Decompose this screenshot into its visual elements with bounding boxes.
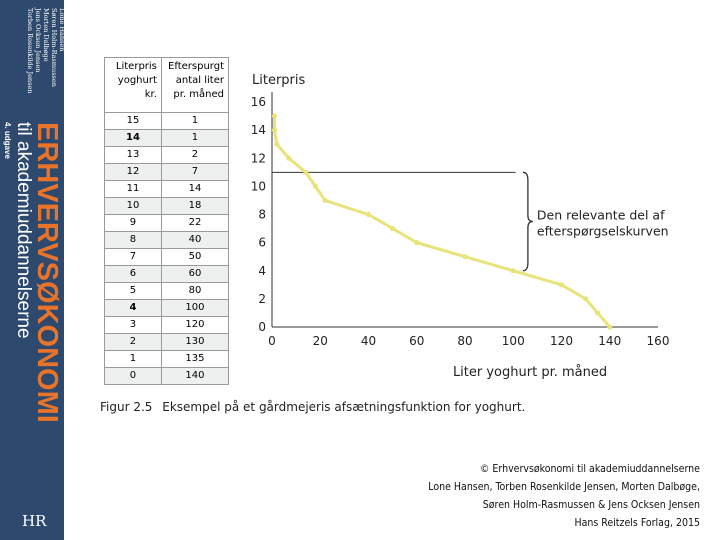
quantity-cell: 130: [161, 334, 228, 351]
y-tick-label: 8: [258, 207, 266, 222]
demand-table-container: [104, 57, 229, 385]
quantity-cell: 1: [161, 130, 228, 147]
price-cell: 0: [105, 368, 162, 385]
quantity-cell: 18: [161, 198, 228, 215]
price-cell: 8: [105, 232, 162, 249]
table-row: [105, 351, 229, 368]
header-quantity: [161, 58, 228, 113]
y-tick-label: 10: [250, 179, 266, 194]
cover-author: Jens Ocksen Jensen: [34, 8, 42, 73]
quantity-cell: 40: [161, 232, 228, 249]
quantity-cell: 120: [161, 317, 228, 334]
quantity-cell: 1: [161, 113, 228, 130]
caption-number: Figur 2.5: [100, 400, 153, 414]
quantity-cell: 7: [161, 164, 228, 181]
y-tick-label: 2: [258, 291, 266, 306]
y-tick-label: 4: [258, 263, 266, 278]
data-point: [462, 254, 467, 259]
data-point: [390, 226, 395, 231]
x-tick-label: 160: [646, 334, 670, 348]
quantity-cell: 2: [161, 147, 228, 164]
cover-subtitle: til akademiuddannelserne: [13, 122, 34, 339]
quantity-cell: 140: [161, 368, 228, 385]
data-point: [286, 156, 291, 161]
table-row: [105, 164, 229, 181]
book-cover-strip: [0, 0, 64, 540]
caption-text: Eksempel på et gårdmejeris afsætningsfunktion for yoghurt.: [162, 400, 526, 414]
annotation-text: Den relevante del af: [536, 207, 665, 223]
x-tick-label: 140: [598, 334, 622, 348]
table-row: [105, 198, 229, 215]
table-row: [105, 130, 229, 147]
table-row: [105, 283, 229, 300]
x-tick-label: 0: [268, 334, 276, 348]
credit-line: Hans Reitzels Forlag, 2015: [574, 517, 700, 529]
data-point: [511, 268, 516, 273]
data-point: [272, 113, 277, 118]
data-point: [607, 324, 612, 329]
price-cell: 3: [105, 317, 162, 334]
x-tick-label: 80: [457, 334, 473, 348]
y-tick-label: 12: [250, 151, 266, 166]
price-cell: 12: [105, 164, 162, 181]
figure-caption: [100, 400, 525, 414]
y-tick-label: 0: [258, 320, 266, 334]
credit-line: Lone Hansen, Torben Rosenkilde Jensen, Morten Dalbøge,: [428, 481, 700, 493]
table-row: [105, 232, 229, 249]
price-cell: 1: [105, 351, 162, 368]
header-line: Efterspurgt: [168, 61, 224, 72]
quantity-cell: 80: [161, 283, 228, 300]
cover-author: Morten Dalbøge: [42, 8, 50, 62]
annotation-brace: [523, 172, 533, 270]
x-tick-label: 60: [409, 334, 425, 348]
credit-line: Søren Holm-Rasmussen & Jens Ocksen Jensen: [482, 499, 700, 511]
data-point: [322, 198, 327, 203]
header-line: antal liter: [175, 75, 224, 86]
cover-authors: [26, 8, 66, 93]
data-point: [366, 212, 371, 217]
x-tick-label: 40: [360, 334, 377, 348]
data-point: [595, 310, 600, 315]
data-point: [583, 296, 588, 301]
table-body: [105, 113, 229, 385]
price-cell: 2: [105, 334, 162, 351]
price-cell: 10: [105, 198, 162, 215]
table-row: [105, 266, 229, 283]
price-cell: 7: [105, 249, 162, 266]
x-axis-label: Liter yoghurt pr. måned: [452, 365, 608, 380]
x-tick-label: 120: [550, 334, 573, 348]
quantity-cell: 135: [161, 351, 228, 368]
quantity-cell: 22: [161, 215, 228, 232]
header-line: Literpris: [115, 61, 157, 72]
table-row: [105, 215, 229, 232]
data-point: [559, 282, 564, 287]
price-cell: 15: [105, 113, 162, 130]
annotation-text: efterspørgselskurven: [536, 223, 669, 239]
x-tick-label: 20: [312, 334, 328, 348]
demand-table: [104, 57, 229, 385]
cover-title: ERHVERVSØKONOMI: [31, 122, 63, 423]
price-cell: 4: [105, 300, 162, 317]
header-price: [105, 58, 162, 113]
credit-line: © Erhvervsøkonomi til akademiuddannelserne: [479, 463, 700, 475]
x-tick-label: 100: [501, 334, 525, 348]
price-cell: 13: [105, 147, 162, 164]
data-point: [313, 184, 318, 189]
header-line: kr.: [144, 89, 157, 100]
header-line: pr. måned: [173, 89, 224, 100]
data-point: [303, 170, 308, 175]
cover-author: Lone Hansen: [58, 8, 66, 52]
price-cell: 14: [105, 130, 162, 147]
quantity-cell: 50: [161, 249, 228, 266]
price-cell: 9: [105, 215, 162, 232]
cover-author: Torben Rosenkilde Jensen: [26, 8, 34, 94]
data-point: [272, 128, 277, 133]
y-axis-label: Literpris: [252, 73, 306, 88]
table-row: [105, 181, 229, 198]
table-row: [105, 334, 229, 351]
y-tick-label: 16: [250, 95, 266, 109]
quantity-cell: 60: [161, 266, 228, 283]
table-row: [105, 147, 229, 164]
price-cell: 6: [105, 266, 162, 283]
price-cell: 5: [105, 283, 162, 300]
y-tick-label: 6: [258, 235, 266, 250]
header-line: yoghurt: [117, 75, 157, 86]
table-row: [105, 249, 229, 266]
cover-author: Søren Holm-Rasmussen: [50, 8, 58, 87]
table-header-row: [105, 58, 229, 113]
data-point: [274, 142, 279, 147]
y-tick-label: 14: [250, 123, 266, 138]
credits: [428, 460, 700, 532]
table-row: [105, 113, 229, 130]
price-cell: 11: [105, 181, 162, 198]
table-row: [105, 317, 229, 334]
table-row: [105, 300, 229, 317]
table-row: [105, 368, 229, 385]
quantity-cell: 14: [161, 181, 228, 198]
quantity-cell: 100: [161, 300, 228, 317]
data-point: [414, 240, 419, 245]
cover-edition: 4. udgave: [3, 122, 12, 159]
publisher-logo: HR: [22, 512, 47, 530]
figure: [96, 52, 696, 432]
